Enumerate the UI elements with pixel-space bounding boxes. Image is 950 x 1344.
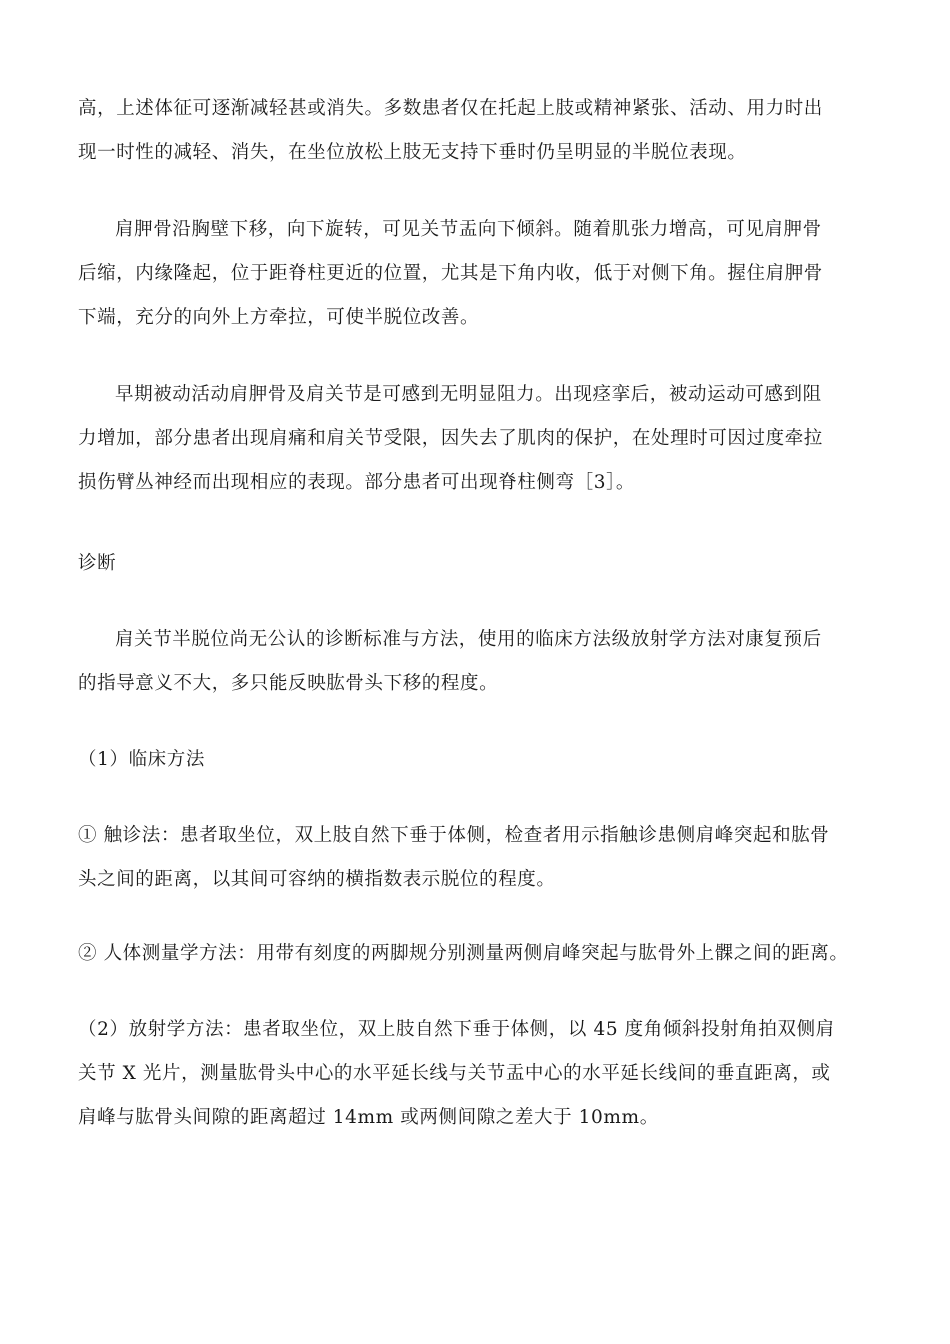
text-line: 早期被动活动肩胛骨及肩关节是可感到无明显阻力。出现痉挛后，被动运动可感到阻: [115, 384, 822, 405]
text-line: 肩关节半脱位尚无公认的诊断标准与方法，使用的临床方法级放射学方法对康复预后: [115, 629, 822, 650]
text-line: ① 触诊法：患者取坐位，双上肢自然下垂于体侧，检查者用示指触诊患侧肩峰突起和肱骨: [78, 825, 830, 846]
text-line: 现一时性的减轻、消失，在坐位放松上肢无支持下垂时仍呈明显的半脱位表现。: [78, 142, 747, 163]
text-line: 下端，充分的向外上方牵拉，可使半脱位改善。: [78, 307, 480, 328]
paragraph-scapula: [78, 208, 878, 340]
text-line: 肩胛骨沿胸壁下移，向下旋转，可见关节盂向下倾斜。随着肌张力增高，可见肩胛骨: [115, 219, 822, 240]
paragraph-symptoms-continued: [78, 87, 878, 175]
text-line: 头之间的距离，以其间可容纳的横指数表示脱位的程度。: [78, 869, 556, 890]
section-heading-diagnosis: 诊断: [78, 553, 117, 574]
text-line: 的指导意义不大，多只能反映肱骨头下移的程度。: [78, 673, 499, 694]
text-line: 高，上述体征可逐渐减轻甚或消失。多数患者仅在托起上肢或精神紧张、活动、用力时出: [78, 98, 823, 119]
subheading-clinical-methods: （1）临床方法: [78, 749, 205, 770]
paragraph-diagnosis-intro: [78, 618, 878, 706]
paragraph-passive-motion: [78, 373, 878, 505]
list-item-anthropometry: ② 人体测量学方法：用带有刻度的两脚规分别测量两侧肩峰突起与肱骨外上髁之间的距离。: [78, 943, 849, 964]
text-line: 损伤臂丛神经而出现相应的表现。部分患者可出现脊柱侧弯［3］。: [78, 472, 636, 493]
text-line: （2）放射学方法：患者取坐位，双上肢自然下垂于体侧，以 45 度角倾斜投射角拍双侧肩: [78, 1019, 835, 1040]
text-line: 肩峰与肱骨头间隙的距离超过 14mm 或两侧间隙之差大于 10mm。: [78, 1107, 659, 1128]
list-item-palpation: [78, 814, 878, 902]
paragraph-radiology-method: [78, 1008, 878, 1140]
text-line: 关节 X 光片，测量肱骨头中心的水平延长线与关节盂中心的水平延长线间的垂直距离，或: [78, 1063, 831, 1084]
text-line: 力增加，部分患者出现肩痛和肩关节受限，因失去了肌肉的保护，在处理时可因过度牵拉: [78, 428, 823, 449]
text-line: 后缩，内缘隆起，位于距脊柱更近的位置，尤其是下角内收，低于对侧下角。握住肩胛骨: [78, 263, 823, 284]
